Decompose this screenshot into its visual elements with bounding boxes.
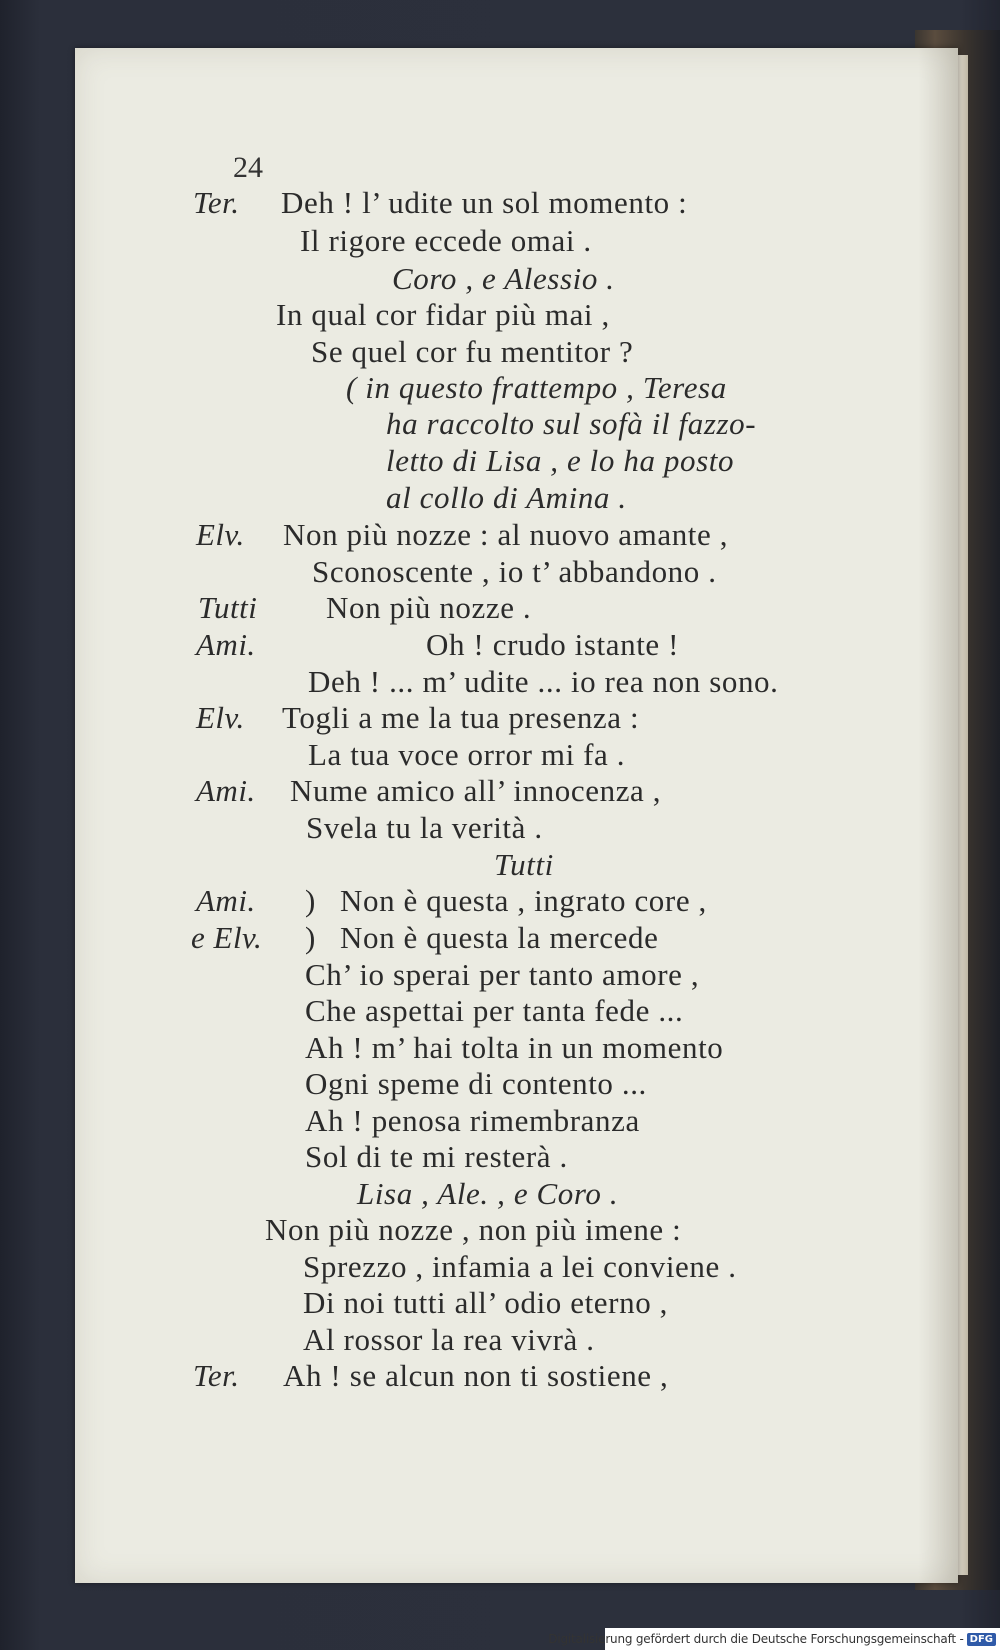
speaker-label: Ter. xyxy=(193,185,240,220)
speaker-label: Tutti xyxy=(198,590,258,625)
speaker-label: e Elv. xyxy=(191,920,263,955)
verse-line: Non più nozze . xyxy=(326,590,532,625)
digitization-footer xyxy=(548,1628,1000,1650)
verse-line: Se quel cor fu mentitor ? xyxy=(311,334,634,369)
page-number: 24 xyxy=(233,151,263,184)
stage-direction: al collo di Amina . xyxy=(386,480,627,515)
verse-line: Non più nozze : al nuovo amante , xyxy=(283,517,729,552)
stage-direction: letto di Lisa , e lo ha posto xyxy=(386,443,735,478)
verse-line: Ch’ io sperai per tanto amore , xyxy=(305,957,700,992)
verse-line: La tua voce orror mi fa . xyxy=(308,737,626,772)
verse-line: Non più nozze , non più imene : xyxy=(265,1212,682,1247)
verse-line: Non è questa la mercede xyxy=(340,920,659,955)
verse-line: Al rossor la rea vivrà . xyxy=(303,1322,595,1357)
verse-line: Sprezzo , infamia a lei conviene . xyxy=(303,1249,737,1284)
verse-line: Ogni speme di contento ... xyxy=(305,1066,647,1101)
speaker-label: Elv. xyxy=(196,517,245,552)
verse-line: In qual cor fidar più mai , xyxy=(276,297,610,332)
verse-line: Ah ! se alcun non ti sostiene , xyxy=(283,1358,669,1393)
funding-notice: Digitalisierung gefördert durch die Deutsche Forschungsgemeinschaft - xyxy=(548,1632,964,1646)
verse-line: Di noi tutti all’ odio eterno , xyxy=(303,1285,668,1320)
speaker-label: Ter. xyxy=(193,1358,240,1393)
verse-line: Sol di te mi resterà . xyxy=(305,1139,568,1174)
verse-line: Non è questa , ingrato core , xyxy=(340,883,707,918)
verse-line: Deh ! l’ udite un sol momento : xyxy=(281,185,688,220)
stage-heading: Coro , e Alessio . xyxy=(392,261,615,296)
speaker-label: Ami. xyxy=(196,627,256,662)
verse-line: Oh ! crudo istante ! xyxy=(426,627,680,662)
verse-line: Svela tu la verità . xyxy=(306,810,543,845)
verse-line: Nume amico all’ innocenza , xyxy=(290,773,662,808)
verse-line: Sconoscente , io t’ abbandono . xyxy=(312,554,717,589)
stage-direction: ha raccolto sul sofà il fazzo- xyxy=(386,406,757,441)
speaker-label: Ami. xyxy=(196,773,256,808)
stage-heading: Tutti xyxy=(494,847,554,882)
stage-direction: ( in questo frattempo , Teresa xyxy=(346,370,727,405)
stage-heading: Lisa , Ale. , e Coro . xyxy=(357,1176,619,1211)
verse-line: Togli a me la tua presenza : xyxy=(282,700,640,735)
verse-line: Il rigore eccede omai . xyxy=(300,223,592,258)
speaker-label: Ami. xyxy=(196,883,256,918)
verse-line: Che aspettai per tanta fede ... xyxy=(305,993,684,1028)
verse-line: Ah ! m’ hai tolta in un momento xyxy=(305,1030,724,1065)
verse-line: Ah ! penosa rimembranza xyxy=(305,1103,640,1138)
bracket-mark: ) xyxy=(305,883,316,918)
verse-line: Deh ! ... m’ udite ... io rea non sono. xyxy=(308,664,779,699)
dfg-logo-icon: DFG xyxy=(967,1633,996,1646)
speaker-label: Elv. xyxy=(196,700,245,735)
bracket-mark: ) xyxy=(305,920,316,955)
